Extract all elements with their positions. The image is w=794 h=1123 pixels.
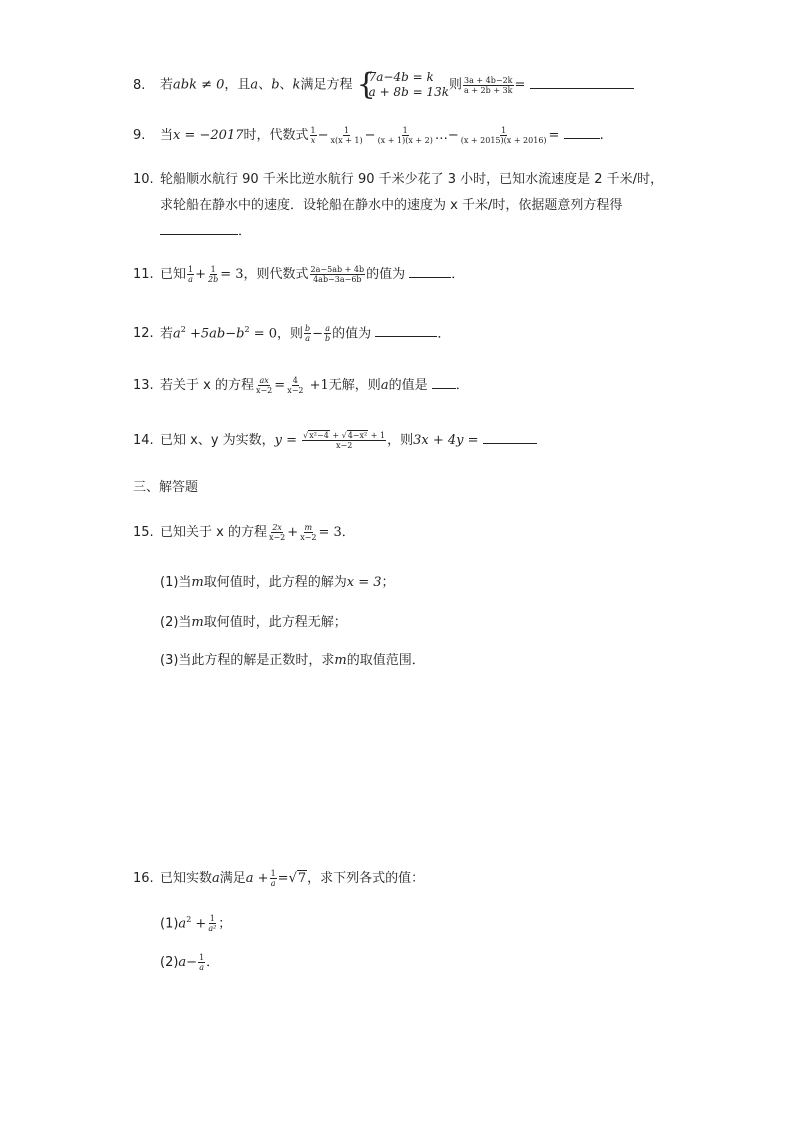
question-number: 12. <box>133 326 154 342</box>
question-number: 11. <box>133 267 154 282</box>
sub-question-16-2: (2)a− $\frac{1}{a}$ ． <box>160 953 220 972</box>
question-number: 14. <box>133 433 154 448</box>
fraction: $\frac{3a + 4b-2k}{a + 2b + 3k}$ <box>464 75 513 95</box>
sub-question-15-1: (1)当m取何值时，此方程的解为x = 3； <box>160 575 395 590</box>
question-10 <box>133 170 160 190</box>
question-16: 16. 已知实数a满足a + $\frac{1}{a}$ =√7，求下列各式的值： <box>133 869 425 888</box>
sub-question-15-3: (3)当此方程的解是正数时，求m的取值范围． <box>160 653 425 668</box>
question-8: 8. 若abk ≠ 0，且a、b、k满足方程 { 7a−4b = k a + 8b = 13k 则 $\frac{3a + 4b-2k}{a + 2b + 3k}$ = <box>133 70 634 100</box>
question-13: 13. 若关于 x 的方程 $\frac{ax}{x-2}$ = $\frac{4}{x-2}$ +1无解，则a的值是 ． <box>133 376 469 395</box>
answer-blank[interactable] <box>530 76 634 89</box>
question-14: 14. 已知 x、y 为实数，y = $\frac{\text{√x²−4 + √4−x² + 1}}{x-2}$ ，则3x + 4y = <box>133 431 537 451</box>
question-number: 10. <box>133 172 154 187</box>
question-15: 15. 已知关于 x 的方程 $\frac{2x}{x-2}$ + $\frac{m}{x-2}$ = 3． <box>133 523 355 542</box>
question-11: 11. 已知 $\frac{1}{a}$ + $\frac{1}{2b}$ = 3，则代数式 $\frac{2a-5ab + 4b}{4ab-3a-6b}$ 的值为 ． <box>133 265 465 284</box>
answer-blank[interactable] <box>432 376 456 389</box>
section-title: 三、解答题 <box>133 480 199 495</box>
answer-blank[interactable] <box>483 431 537 444</box>
sub-question-15-2: (2)当m取何值时，此方程无解； <box>160 615 347 630</box>
question-number: 16. <box>133 871 154 886</box>
question-number: 13. <box>133 378 154 393</box>
answer-blank[interactable] <box>564 126 600 139</box>
answer-blank[interactable] <box>409 265 451 278</box>
answer-blank[interactable] <box>160 222 238 235</box>
question-number: 9. <box>133 128 146 143</box>
equation-system: { 7a−4b = k a + 8b = 13k <box>356 67 449 102</box>
sub-question-16-1: $(1)a^2$ + $\frac{1}{\text{a²}}$ ； <box>160 914 232 934</box>
question-12: 12. 若$a^2 +5ab-b^2 = 0$，则 $\frac{b}{a}$ − $\frac{a}{b}$ 的值为 ． <box>133 324 451 344</box>
question-number: 15. <box>133 525 154 540</box>
question-number: 8. <box>133 77 146 93</box>
question-10-text: 轮船顺水航行 90 千米比逆水航行 90 千米少花了 3 小时，已知水流速度是 2 千米/时，求轮船在静水中的速度．设轮船在静水中的速度为 x 千米/时，依据题意列方程得． <box>160 172 664 239</box>
question-9: 9. 当x = −2017时，代数式 $\frac{1}{x}$ − $\frac{1}{x(x + 1)}$ − $\frac{1}{(x + 1)(x + 2)}$ …− $\frac{1}{(x + 2015)(x + 2016)}$ = . <box>133 126 604 145</box>
answer-blank[interactable] <box>375 324 437 337</box>
